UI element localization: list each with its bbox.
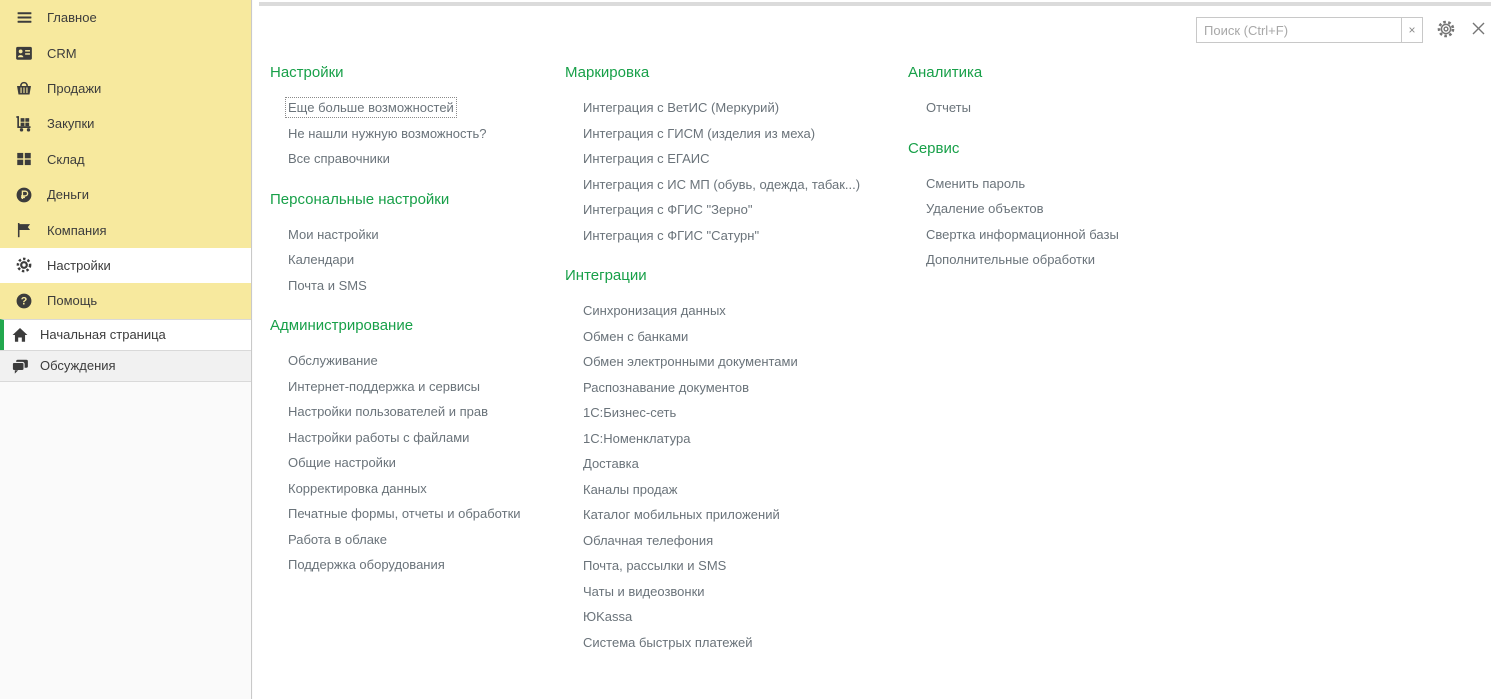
section-personal-settings bbox=[270, 190, 560, 299]
link-object-deletion[interactable]: Удаление объектов bbox=[926, 201, 1044, 216]
gear-icon bbox=[1436, 19, 1456, 42]
link-row bbox=[565, 95, 900, 121]
link-row bbox=[270, 501, 560, 527]
section-title-service: Сервис bbox=[908, 139, 960, 157]
link-row bbox=[565, 349, 900, 375]
link-row bbox=[565, 579, 900, 605]
link-mail-newsletters-sms[interactable]: Почта, рассылки и SMS bbox=[583, 558, 727, 573]
link-internet-support[interactable]: Интернет-поддержка и сервисы bbox=[288, 378, 481, 394]
search-box bbox=[1196, 17, 1423, 43]
sidebar-item-label: Компания bbox=[47, 222, 107, 238]
menu-icon bbox=[15, 9, 33, 27]
link-hardware-support[interactable]: Поддержка оборудования bbox=[288, 557, 445, 572]
link-nomenclature[interactable]: 1С:Номенклатура bbox=[583, 430, 691, 446]
link-chats-video-calls[interactable]: Чаты и видеозвонки bbox=[583, 583, 705, 599]
sidebar-item-money[interactable] bbox=[0, 177, 251, 212]
topbar bbox=[1196, 17, 1488, 43]
close-button[interactable] bbox=[1468, 20, 1488, 40]
link-egais-integration[interactable]: Интеграция с ЕГАИС bbox=[583, 151, 710, 166]
link-row bbox=[270, 121, 560, 147]
home-icon bbox=[11, 326, 29, 344]
sidebar-item-settings[interactable] bbox=[0, 248, 251, 283]
link-row bbox=[565, 426, 900, 452]
section-administration bbox=[270, 316, 560, 578]
sidebar-item-company[interactable] bbox=[0, 212, 251, 247]
link-row bbox=[565, 121, 900, 147]
link-row bbox=[270, 146, 560, 172]
link-row bbox=[565, 604, 900, 630]
sidebar-item-label: Главное bbox=[47, 10, 97, 26]
link-data-correction[interactable]: Корректировка данных bbox=[288, 480, 427, 496]
section-integrations bbox=[565, 266, 900, 655]
link-row bbox=[270, 222, 560, 248]
link-row bbox=[565, 630, 900, 656]
link-edi-exchange[interactable]: Обмен электронными документами bbox=[583, 354, 798, 369]
content-column-1 bbox=[270, 63, 560, 596]
sidebar-item-crm[interactable] bbox=[0, 35, 251, 70]
section-title-integrations: Интеграции bbox=[565, 267, 647, 284]
link-reports[interactable]: Отчеты bbox=[926, 100, 971, 115]
link-file-settings[interactable]: Настройки работы с файлами bbox=[288, 429, 470, 445]
link-row bbox=[270, 476, 560, 502]
sidebar-item-label: Помощь bbox=[47, 293, 98, 309]
link-users-and-rights[interactable]: Настройки пользователей и прав bbox=[288, 404, 489, 419]
link-fast-payments-system[interactable]: Система быстрых платежей bbox=[583, 634, 753, 650]
link-row bbox=[565, 375, 900, 401]
link-row bbox=[270, 552, 560, 578]
sidebar-item-label: Начальная страница bbox=[40, 327, 166, 343]
link-row bbox=[908, 171, 1228, 197]
link-row bbox=[565, 223, 900, 249]
link-row bbox=[565, 553, 900, 579]
link-calendars[interactable]: Календари bbox=[288, 252, 355, 267]
section-title-administration: Администрирование bbox=[270, 317, 414, 334]
sidebar-sections-group bbox=[0, 0, 251, 319]
section-service bbox=[908, 139, 1228, 273]
link-row bbox=[270, 273, 560, 299]
link-row bbox=[908, 95, 1228, 121]
link-row bbox=[565, 298, 900, 324]
link-maintenance[interactable]: Обслуживание bbox=[288, 353, 378, 368]
section-title-marking: Маркировка bbox=[565, 64, 650, 81]
section-title-analytics: Аналитика bbox=[908, 64, 983, 81]
cart-icon bbox=[15, 115, 33, 133]
link-row bbox=[565, 324, 900, 350]
link-yookassa[interactable]: ЮKassa bbox=[583, 609, 633, 624]
sidebar-item-sales[interactable] bbox=[0, 71, 251, 106]
section-title-personal-settings: Персональные настройки bbox=[270, 190, 450, 208]
link-fgis-saturn-integration[interactable]: Интеграция с ФГИС "Сатурн" bbox=[583, 227, 760, 243]
sidebar-item-discussions[interactable] bbox=[0, 350, 251, 382]
link-delivery[interactable]: Доставка bbox=[583, 456, 639, 471]
sidebar-item-label: Склад bbox=[47, 151, 85, 167]
link-row bbox=[565, 477, 900, 503]
link-more-features[interactable]: Еще больше возможностей bbox=[288, 100, 454, 115]
chat-icon bbox=[11, 357, 29, 375]
section-analytics bbox=[908, 63, 1228, 121]
window-top-border bbox=[259, 2, 1491, 6]
sidebar-bottom-group bbox=[0, 319, 251, 382]
link-row bbox=[908, 222, 1228, 248]
link-my-settings[interactable]: Мои настройки bbox=[288, 226, 379, 242]
link-row bbox=[270, 527, 560, 553]
link-sales-channels[interactable]: Каналы продаж bbox=[583, 481, 678, 497]
section-title-settings: Настройки bbox=[270, 64, 344, 81]
boxes-icon bbox=[15, 150, 33, 168]
link-data-sync[interactable]: Синхронизация данных bbox=[583, 303, 726, 318]
sidebar-item-home-page[interactable] bbox=[0, 319, 251, 351]
sidebar-item-main[interactable] bbox=[0, 0, 251, 35]
link-row bbox=[270, 348, 560, 374]
sidebar-item-label: Закупки bbox=[47, 116, 95, 132]
settings-gear-button[interactable] bbox=[1434, 18, 1458, 42]
main-panel bbox=[253, 0, 1500, 699]
link-ismp-integration[interactable]: Интеграция с ИС МП (обувь, одежда, табак...) bbox=[583, 176, 861, 192]
sidebar-item-warehouse[interactable] bbox=[0, 142, 251, 177]
link-cloud-telephony[interactable]: Облачная телефония bbox=[583, 532, 714, 548]
link-row bbox=[270, 399, 560, 425]
link-missing-feature[interactable]: Не нашли нужную возможность? bbox=[288, 125, 487, 141]
content-column-3 bbox=[908, 63, 1228, 291]
link-mobile-apps-catalog[interactable]: Каталог мобильных приложений bbox=[583, 507, 780, 522]
svg-text:?: ? bbox=[20, 295, 28, 308]
link-all-catalogs[interactable]: Все справочники bbox=[288, 151, 390, 166]
link-row bbox=[270, 247, 560, 273]
link-row bbox=[565, 400, 900, 426]
section-marking bbox=[565, 63, 900, 248]
link-row bbox=[270, 450, 560, 476]
link-fgis-zerno-integration[interactable]: Интеграция с ФГИС "Зерно" bbox=[583, 202, 753, 217]
link-mail-and-sms[interactable]: Почта и SMS bbox=[288, 277, 367, 293]
link-row bbox=[565, 451, 900, 477]
link-row bbox=[565, 172, 900, 198]
sidebar-item-label: Настройки bbox=[47, 257, 111, 273]
link-print-forms[interactable]: Печатные формы, отчеты и обработки bbox=[288, 506, 521, 521]
link-gism-integration[interactable]: Интеграция с ГИСМ (изделия из меха) bbox=[583, 125, 816, 141]
link-row bbox=[908, 196, 1228, 222]
link-general-settings[interactable]: Общие настройки bbox=[288, 455, 396, 470]
section-settings bbox=[270, 63, 560, 172]
link-row bbox=[270, 374, 560, 400]
link-infobase-compression[interactable]: Свертка информационной базы bbox=[926, 226, 1119, 242]
link-row bbox=[565, 197, 900, 223]
sidebar-item-label: CRM bbox=[47, 45, 77, 61]
link-change-password[interactable]: Сменить пароль bbox=[926, 175, 1026, 191]
link-vetis-integration[interactable]: Интеграция с ВетИС (Меркурий) bbox=[583, 100, 780, 115]
sidebar-item-label: Продажи bbox=[47, 80, 102, 96]
ruble-icon bbox=[15, 186, 33, 204]
crm-badge-icon bbox=[15, 44, 33, 62]
link-additional-processors[interactable]: Дополнительные обработки bbox=[926, 252, 1095, 267]
close-icon bbox=[1471, 21, 1486, 39]
search-input[interactable] bbox=[1197, 18, 1401, 42]
flag-icon bbox=[15, 221, 33, 239]
link-row bbox=[908, 247, 1228, 273]
content-column-2 bbox=[565, 63, 900, 673]
link-bank-exchange[interactable]: Обмен с банками bbox=[583, 328, 689, 344]
link-row bbox=[565, 528, 900, 554]
gear-icon bbox=[15, 256, 33, 274]
sidebar-item-label: Деньги bbox=[47, 187, 89, 203]
link-row bbox=[270, 95, 560, 121]
sidebar-item-help[interactable] bbox=[0, 283, 251, 318]
sidebar-item-purchases[interactable] bbox=[0, 106, 251, 141]
link-doc-recognition[interactable]: Распознавание документов bbox=[583, 379, 750, 395]
basket-icon bbox=[15, 79, 33, 97]
link-row bbox=[565, 502, 900, 528]
sidebar-item-label: Обсуждения bbox=[40, 358, 116, 374]
link-row bbox=[565, 146, 900, 172]
question-icon bbox=[15, 292, 33, 310]
link-business-network[interactable]: 1С:Бизнес-сеть bbox=[583, 405, 677, 420]
link-cloud-work[interactable]: Работа в облаке bbox=[288, 531, 387, 547]
search-clear-button[interactable]: × bbox=[1401, 18, 1422, 42]
sidebar bbox=[0, 0, 252, 699]
link-row bbox=[270, 425, 560, 451]
